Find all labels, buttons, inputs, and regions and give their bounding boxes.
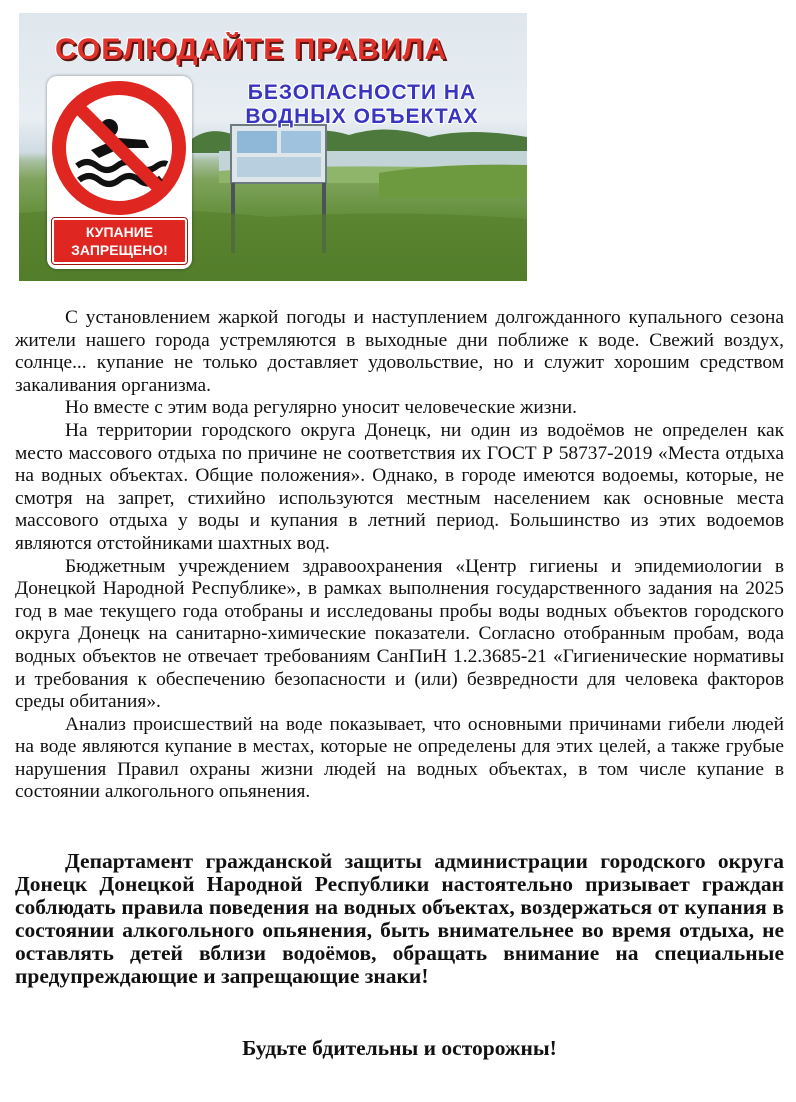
- banner-subtitle-line-1: БЕЗОПАСНОСТИ НА: [247, 81, 477, 104]
- paragraph: На территории городского округа Донецк, ни один из водоёмов не определен как место массового отдыха по причине не соответствия их ГОСТ Р 58737-2019 «Места отдыха на водных объектах. Общие положения». Однако, в городе имеются водоемы, которые, не смотря на запрет, стихийно используются местным населением как основные места массового отдыха у воды и купания в летний период. Большинство из этих водоемов являются отстойниками шахтных вод.: [15, 419, 784, 554]
- prohibition-sign: [47, 76, 192, 269]
- swimming-prohibited-line-2: ЗАПРЕЩЕНО!: [71, 242, 168, 258]
- banner-subtitle: [207, 81, 517, 129]
- appeal-paragraph: Департамент гражданской защиты администрации городского округа Донецк Донецкой Народной Республики настоятельно призывает граждан соблюдать правила поведения на водных объектах, воздержаться от купания в состоянии алкогольного опьянения, быть внимательнее во время отдыха, не оставлять детей вблизи водоёмов, обращать внимание на специальные предупреждающие и запрещающие знаки!: [15, 849, 784, 988]
- header-banner: [19, 13, 527, 281]
- article-body: [15, 307, 784, 804]
- paragraph: С установлением жаркой погоды и наступлением долгожданного купального сезона жители нашего города устремляются в выходные дни поближе к воде. Свежий воздух, солнце... купание не только доставляет удовольствие, но и служит хорошим средством закаливания организма.: [15, 307, 784, 396]
- no-swimming-icon: [49, 80, 190, 218]
- paragraph: Анализ происшествий на воде показывает, что основными причинами гибели людей на воде являются купание в местах, которые не определены для этих целей, а также грубые нарушения Правил охраны жизни людей на водных объектах, в том числе купание в состоянии алкогольного опьянения.: [15, 713, 784, 803]
- swimming-prohibited-line-1: КУПАНИЕ: [85, 224, 154, 240]
- closing-line: Будьте бдительны и осторожны!: [242, 1036, 557, 1060]
- appeal-section: [15, 850, 784, 988]
- banner-subtitle-line-2: ВОДНЫХ ОБЪЕКТАХ: [245, 105, 479, 128]
- paragraph: Но вместе с этим вода регулярно уносит человеческие жизни.: [65, 397, 577, 419]
- swimming-prohibited-label: [52, 218, 187, 264]
- banner-title: СОБЛЮДАЙТЕ ПРАВИЛА: [55, 33, 448, 66]
- paragraph: Бюджетным учреждением здравоохранения «Центр гигиены и эпидемиологии в Донецкой Народной Республике», в рамках выполнения государственного задания на 2025 год в мае текущего года отобраны и исследованы пробы воды водных объектов городского округа Донецк на санитарно-химические показатели. Согласно отобранным пробам, вода водных объектов не отвечает требованиям СанПиН 1.2.3685-21 «Гигиенические нормативы и требования к обеспечению безопасности и (или) безвредности для человека факторов среды обитания».: [15, 555, 784, 713]
